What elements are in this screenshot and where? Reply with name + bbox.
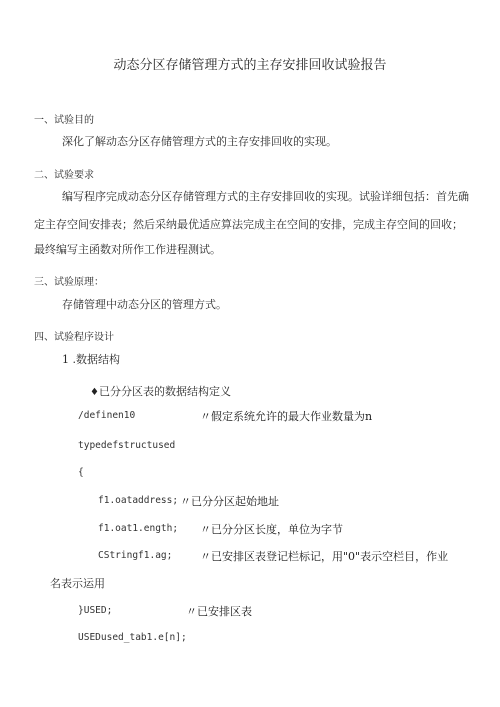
- section-heading-requirements: 二、试验要求: [34, 170, 94, 181]
- code-table-declaration: USEDused_tab1.e[n];: [78, 632, 187, 643]
- requirements-line-3: 最终编写主函数对所作工作进程测试。: [34, 243, 221, 256]
- code-field-address-comment: 〃已分分区起始地址: [180, 495, 279, 508]
- requirements-line-2: 定主存空间安排表；然后采纳最优适应算法完成主在空间的安排，完成主存空间的回收；: [34, 218, 463, 231]
- code-field-flag-comment-continued: 名表示运用: [50, 577, 105, 590]
- subsection-data-structure: 1 .数据结构: [62, 353, 120, 366]
- code-field-flag-comment: 〃已安排区表登记栏标记，用"0"表示空栏目，作业: [200, 550, 449, 563]
- code-field-length-comment: 〃已分分区长度，单位为字节: [200, 523, 343, 536]
- code-define: /definen10: [78, 410, 136, 421]
- code-define-comment: 〃假定系统允许的最大作业数量为n: [200, 410, 373, 423]
- bullet-text: 已分分区表的数据结构定义: [98, 385, 231, 398]
- principle-paragraph: 存储管理中动态分区的管理方式。: [62, 298, 227, 311]
- requirements-line-1: 编写程序完成动态分区存储管理方式的主存安排回收的实现。试验详细包括：首先确: [62, 190, 469, 203]
- section-heading-design: 四、试验程序设计: [34, 332, 114, 343]
- bullet-item: [90, 380, 231, 399]
- code-field-flag: CStringf1.ag;: [98, 550, 173, 561]
- code-struct-close-comment: 〃已安排区表: [186, 605, 252, 618]
- diamond-bullet-icon: ♦: [90, 387, 99, 398]
- code-struct-close: }USED;: [78, 605, 113, 616]
- code-brace-open: {: [78, 467, 84, 478]
- code-field-address: f1.oataddress;: [98, 495, 179, 506]
- report-title: 动态分区存储管理方式的主存安排回收试验报告: [113, 58, 387, 73]
- section-heading-principle: 三、试验原理：: [34, 277, 104, 288]
- code-typedef: typedefstructused: [78, 440, 176, 451]
- section-heading-purpose: 一、试验目的: [34, 115, 94, 126]
- purpose-paragraph: 深化了解动态分区存储管理方式的主存安排回收的实现。: [62, 135, 337, 148]
- code-field-length: f1.oat1.ength;: [98, 523, 179, 534]
